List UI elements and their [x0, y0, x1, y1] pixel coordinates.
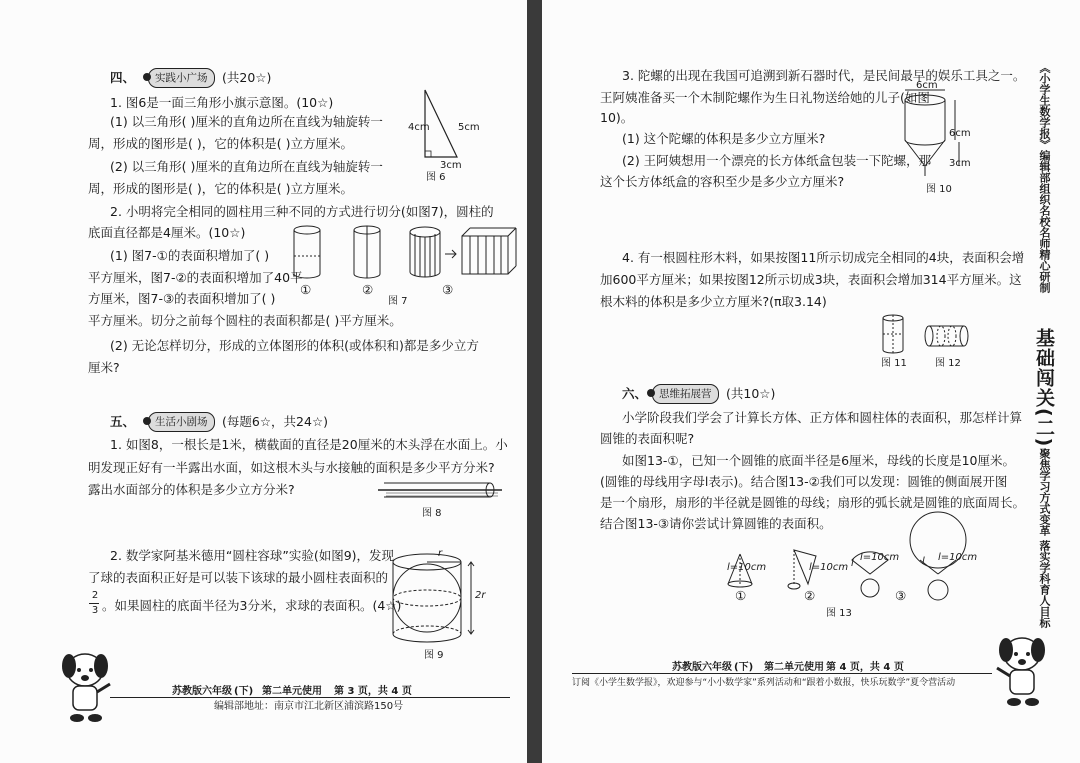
fraction-denominator: 3	[91, 605, 99, 616]
fig10-label-cylinder-height: 6cm	[949, 128, 971, 139]
fig6-label-3cm: 3cm	[440, 160, 462, 171]
fig13-label-l10-3: l=10cm	[860, 552, 900, 563]
fig13-label-l10-4: l=10cm	[938, 552, 978, 563]
fig6-caption: 图 6	[426, 172, 446, 183]
fig13-label-l-2: l	[922, 556, 925, 567]
fig13-label-1: ①	[735, 588, 747, 603]
q3-line: (2) 王阿姨想用一个漂亮的长方体纸盒包装一下陀螺，那	[622, 153, 932, 168]
fig11-caption: 图 11	[881, 358, 907, 369]
footer-page-number: 第 4 页，共 4 页	[826, 662, 904, 673]
footer-unit: 第二单元使用	[262, 686, 322, 697]
q2-line: 平方厘米，图7-②的表面积增加了40平	[88, 270, 303, 285]
fig7-label-3: ③	[442, 282, 454, 297]
q6-line: 结合图13-③请你尝试计算圆锥的表面积。	[600, 516, 832, 531]
q3-line: 王阿姨准备买一个木制陀螺作为生日礼物送给她的儿子(如图	[600, 90, 930, 105]
q2-line: (1) 图7-①的表面积增加了( )	[110, 248, 270, 263]
q5-2-line: 了球的表面积正好是可以装下该球的最小圆柱表面积的	[88, 570, 389, 585]
fig6-label-4cm: 4cm	[408, 122, 430, 133]
fig13-caption: 图 13	[826, 608, 852, 619]
q3-line: (1) 这个陀螺的体积是多少立方厘米?	[622, 131, 826, 146]
fig7-label-2: ②	[362, 282, 374, 297]
q6-line: 小学阶段我们学会了计算长方体、正方体和圆柱体的表面积，那怎样计算	[622, 410, 1023, 425]
side-publisher-text: 《小学生数学报》编辑部组织名校名师精心研制	[1038, 62, 1051, 293]
q6-line: 圆锥的表面积呢?	[600, 431, 695, 446]
section-6-number: 六、	[622, 386, 648, 401]
q2-line: 厘米?	[88, 360, 120, 375]
fig7-caption: 图 7	[388, 296, 408, 307]
q4-line: 根木料的体积是多少立方厘米?(π取3.14)	[600, 294, 827, 309]
figure-8-log-in-water	[378, 476, 506, 506]
footer-divider	[110, 697, 510, 698]
footer-page-number: 第 3 页，共 4 页	[334, 686, 412, 697]
q6-line: 是一个扇形，扇形的半径就是圆锥的母线；扇形的弧长就是圆锥的底面周长。	[600, 495, 1026, 510]
editorial-address: 编辑部地址：南京市江北新区浦滨路150号	[214, 701, 404, 712]
right-page	[542, 0, 1080, 763]
q2-line: (2) 无论怎样切分，形成的立体图形的体积(或体积和)都是多少立方	[110, 338, 479, 353]
figure-9-cylinder-with-sphere	[385, 546, 485, 650]
q1-line: 周，形成的图形是( )，它的体积是( )立方厘米。	[88, 181, 353, 196]
figure-7-cylinders	[290, 222, 520, 292]
footer-divider	[572, 673, 992, 674]
footer-edition: 苏教版六年级	[672, 662, 732, 673]
figure-12-cylinder	[922, 322, 972, 352]
q1-line: 1. 图6是一面三角形小旗示意图。(10☆)	[110, 95, 334, 110]
q5-2-line: 2. 数学家阿基米德用“圆柱容球”实验(如图9)，发现	[110, 548, 395, 563]
fig9-caption: 图 9	[424, 650, 444, 661]
q3-line: 10)。	[600, 110, 634, 125]
fig10-label-cone-height: 3cm	[949, 158, 971, 169]
q2-line: 底面直径都是4厘米。(10☆)	[88, 225, 246, 240]
fig9-label-2r: 2r	[475, 590, 486, 601]
q4-line: 4. 有一根圆柱形木料，如果按图11所示切成完全相同的4块，表面积会增	[622, 250, 1025, 265]
dog-mascot-image	[55, 648, 115, 728]
fig10-label-diameter: 6cm	[916, 80, 938, 91]
q6-line: (圆锥的母线用字母l表示)。结合图13-②我们可以发现：圆锥的侧面展开图	[600, 474, 1008, 489]
section-4-number: 四、	[110, 70, 136, 85]
section-5-number: 五、	[110, 414, 136, 429]
fraction-bar	[89, 603, 99, 604]
section-4-score: (共20☆)	[222, 70, 272, 85]
q5-2-line: 。如果圆柱的底面半径为3分米，求球的表面积。(4☆)	[102, 598, 402, 613]
section-4-badge: 实践小广场	[148, 68, 215, 88]
footer-term: (下)	[234, 686, 254, 697]
q1-line: 周，形成的图形是( )，它的体积是( )立方厘米。	[88, 136, 353, 151]
q5-1-line: 露出水面部分的体积是多少立方分米?	[88, 482, 295, 497]
section-6-badge: 思维拓展营	[652, 384, 719, 404]
fig13-label-l-1: l	[851, 558, 854, 569]
footer-term: (下)	[734, 662, 754, 673]
fig10-caption: 图 10	[926, 184, 952, 195]
side-title: 基础闯关(二)	[1033, 328, 1055, 448]
q1-line: (2) 以三角形( )厘米的直角边所在直线为轴旋转一	[110, 159, 383, 174]
dog-mascot-image	[992, 632, 1052, 712]
q3-line: 这个长方体纸盒的容积至少是多少立方厘米?	[600, 174, 845, 189]
fraction-numerator: 2	[91, 590, 99, 601]
fig13-label-3: ③	[895, 588, 907, 603]
q3-line: 3. 陀螺的出现在我国可追溯到新石器时代，是民间最早的娱乐工具之一。	[622, 68, 1026, 83]
fig8-caption: 图 8	[422, 508, 442, 519]
footer-unit: 第二单元使用	[764, 662, 824, 673]
side-slogan: 聚焦学习方式变革 落实学科育人目标	[1038, 448, 1051, 628]
fig7-label-1: ①	[300, 282, 312, 297]
figure-11-cylinder	[878, 312, 908, 358]
page-gutter	[527, 0, 542, 763]
section-6-score: (共10☆)	[726, 386, 776, 401]
subscription-notice: 订阅《小学生数学报》，欢迎参与“小小数学家”系列活动和“跟着小数报，快乐玩数学”夏令营活动	[572, 678, 956, 688]
left-page	[0, 0, 527, 763]
fig6-label-5cm: 5cm	[458, 122, 480, 133]
q2-line: 2. 小明将完全相同的圆柱用三种不同的方式进行切分(如图7)，圆柱的	[110, 204, 494, 219]
fig12-caption: 图 12	[935, 358, 961, 369]
q5-1-line: 明发现正好有一半露出水面，如这根木头与水接触的面积是多少平方分米?	[88, 460, 495, 475]
q2-line: 平方厘米。切分之前每个圆柱的表面积都是( )平方厘米。	[88, 313, 402, 328]
q1-line: (1) 以三角形( )厘米的直角边所在直线为轴旋转一	[110, 114, 383, 129]
fig13-label-l10-2: l=10cm	[809, 562, 849, 573]
fig13-label-2: ②	[804, 588, 816, 603]
fig13-label-l10-1: l=10cm	[727, 562, 767, 573]
footer-edition: 苏教版六年级	[172, 686, 232, 697]
q6-line: 如图13-①，已知一个圆锥的底面半径是6厘米，母线的长度是10厘米。	[622, 453, 1015, 468]
q2-line: 方厘米，图7-③的表面积增加了( )	[88, 291, 276, 306]
q4-line: 加600平方厘米；如果按图12所示切成3块，表面积会增加314平方厘米。这	[600, 272, 1022, 287]
fig9-label-r: r	[438, 548, 443, 559]
section-5-score: (每题6☆，共24☆)	[222, 414, 329, 429]
q5-1-line: 1. 如图8，一根长是1米，横截面的直径是20厘米的木头浮在水面上。小	[110, 437, 508, 452]
section-5-badge: 生活小剧场	[148, 412, 215, 432]
